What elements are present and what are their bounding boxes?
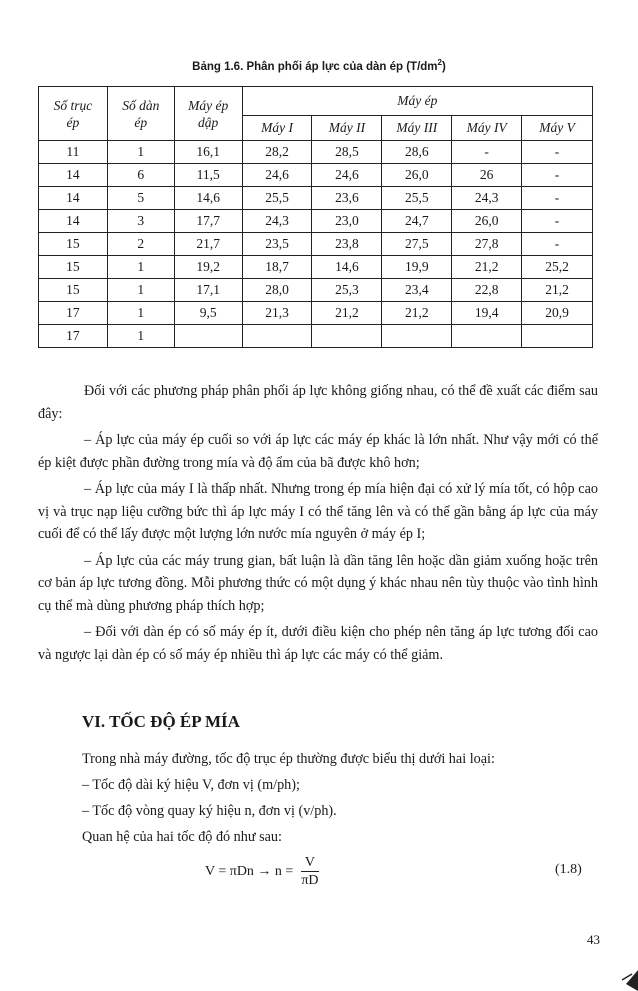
table-cell: 27,8 xyxy=(452,233,522,256)
table-cell: - xyxy=(452,141,522,164)
table-cell: 23,8 xyxy=(312,233,382,256)
table-cell: 21,2 xyxy=(382,302,452,325)
fraction-denominator: πD xyxy=(301,872,319,888)
paragraph: Đối với các phương pháp phân phối áp lực không giống nhau, có thể đề xuất các điểm sau đây: xyxy=(38,383,598,422)
header-may-3: Máy III xyxy=(382,116,452,141)
table-cell: 17 xyxy=(39,302,108,325)
table-cell: 24,3 xyxy=(452,187,522,210)
header-may-5: Máy V xyxy=(522,116,593,141)
formula-fraction xyxy=(297,855,322,890)
table-row xyxy=(39,325,593,348)
table-cell: 5 xyxy=(107,187,174,210)
section-text xyxy=(82,748,582,848)
table-cell: 14 xyxy=(39,164,108,187)
table-cell: 21,7 xyxy=(174,233,242,256)
section-line: Trong nhà máy đường, tốc độ trục ép thường được biểu thị dưới hai loại: xyxy=(82,751,495,767)
header-so-dan: Số dàn ép xyxy=(107,87,174,141)
paragraph: – Áp lực của máy ép cuối so với áp lực các máy ép khác là lớn nhất. Như vậy mới có thể ép kiệt được phần đường trong mía và độ ẩm của bã được khô hơn; xyxy=(38,432,598,471)
table-cell: 24,6 xyxy=(242,164,312,187)
table-cell: 16,1 xyxy=(174,141,242,164)
table-cell xyxy=(242,325,312,348)
table-cell: 15 xyxy=(39,279,108,302)
table-cell: 9,5 xyxy=(174,302,242,325)
table-cell: 23,0 xyxy=(312,210,382,233)
table-cell: 27,5 xyxy=(382,233,452,256)
pressure-table xyxy=(38,86,593,348)
table-cell: 28,6 xyxy=(382,141,452,164)
table-body xyxy=(39,141,593,348)
header-may-ep-group: Máy ép xyxy=(242,87,592,116)
paragraph: – Áp lực của máy I là thấp nhất. Nhưng trong ép mía hiện đại có xử lý mía tốt, có hộp cao vị và trục nạp liệu cưỡng bức thì áp lực máy I có thể tăng lên và có thể gần bằng áp lực của máy cuối để có thể lấy được một lượng lớn nước mía nguyên ở máy ép I; xyxy=(38,481,598,542)
paragraph: – Áp lực của các máy trung gian, bất luận là dần tăng lên hoặc dần giảm xuống hoặc trên cơ bản áp lực tương đồng. Mỗi phương thức có một dụng ý khác nhau nên tùy thuộc vào tình hình cụ thể mà dùng phương pháp thích hợp; xyxy=(38,552,598,614)
section-line: – Tốc độ vòng quay ký hiệu n, đơn vị (v/ph). xyxy=(82,803,337,819)
table-caption: Bảng 1.6. Phân phối áp lực của dàn ép $(T/dm^2)$ xyxy=(192,58,446,73)
table-cell: 14,6 xyxy=(312,256,382,279)
table-cell: 14 xyxy=(39,187,108,210)
table-cell: 23,6 xyxy=(312,187,382,210)
body-paragraphs xyxy=(38,380,598,670)
table-cell: 25,3 xyxy=(312,279,382,302)
table-row xyxy=(39,279,593,302)
table-cell xyxy=(522,325,593,348)
table-cell: 28,2 xyxy=(242,141,312,164)
table-cell: 23,4 xyxy=(382,279,452,302)
equation-number: (1.8) xyxy=(555,862,582,877)
table-cell: 26 xyxy=(452,164,522,187)
table-cell: 1 xyxy=(107,256,174,279)
table-cell: 1 xyxy=(107,302,174,325)
formula xyxy=(205,852,323,892)
table-cell: 25,5 xyxy=(382,187,452,210)
table-cell: - xyxy=(522,164,593,187)
table-row xyxy=(39,210,593,233)
table-cell: 23,5 xyxy=(242,233,312,256)
table-cell: 26,0 xyxy=(452,210,522,233)
table-cell: - xyxy=(522,210,593,233)
table-cell: 22,8 xyxy=(452,279,522,302)
table-cell xyxy=(452,325,522,348)
table-cell xyxy=(174,325,242,348)
header-may-4: Máy IV xyxy=(452,116,522,141)
table-cell: 20,9 xyxy=(522,302,593,325)
formula-lhs: V = πDn → n = xyxy=(205,864,294,879)
table-row xyxy=(39,187,593,210)
table-cell: 1 xyxy=(107,325,174,348)
table-cell: 6 xyxy=(107,164,174,187)
header-so-truc: Số trục ép xyxy=(39,87,108,141)
table-cell: 17 xyxy=(39,325,108,348)
table-cell: 14,6 xyxy=(174,187,242,210)
table-row xyxy=(39,233,593,256)
table-cell xyxy=(382,325,452,348)
header-may-2: Máy II xyxy=(312,116,382,141)
table-cell: - xyxy=(522,187,593,210)
table-row xyxy=(39,256,593,279)
table-cell: 18,7 xyxy=(242,256,312,279)
table-cell: 24,3 xyxy=(242,210,312,233)
table-row xyxy=(39,164,593,187)
table-cell: 25,2 xyxy=(522,256,593,279)
table-cell: 26,0 xyxy=(382,164,452,187)
table-cell: 11 xyxy=(39,141,108,164)
table-cell: 19,2 xyxy=(174,256,242,279)
table-cell: 15 xyxy=(39,233,108,256)
table-cell: 21,2 xyxy=(522,279,593,302)
table-cell: 15 xyxy=(39,256,108,279)
formula-row xyxy=(0,852,638,892)
table-cell: 21,3 xyxy=(242,302,312,325)
table-cell: 17,7 xyxy=(174,210,242,233)
table-row xyxy=(39,141,593,164)
table-cell: 21,2 xyxy=(312,302,382,325)
table-cell: 25,5 xyxy=(242,187,312,210)
header-may-dap: Máy ép dập xyxy=(174,87,242,141)
table-cell: 21,2 xyxy=(452,256,522,279)
fraction-numerator: V xyxy=(301,855,319,872)
table-cell: 17,1 xyxy=(174,279,242,302)
table-cell: 14 xyxy=(39,210,108,233)
table-cell: 19,9 xyxy=(382,256,452,279)
table-cell: 1 xyxy=(107,279,174,302)
table-cell: 3 xyxy=(107,210,174,233)
table-cell: - xyxy=(522,233,593,256)
table-cell xyxy=(312,325,382,348)
header-may-1: Máy I xyxy=(242,116,312,141)
table-cell: 24,6 xyxy=(312,164,382,187)
table-cell: - xyxy=(522,141,593,164)
paragraph: – Đối với dàn ép có số máy ép ít, dưới điều kiện cho phép nên tăng áp lực tương đối cao và ngược lại dàn ép có số máy ép nhiều thì áp lực các máy có thể giảm. xyxy=(38,624,598,663)
table-cell: 24,7 xyxy=(382,210,452,233)
table-cell: 28,5 xyxy=(312,141,382,164)
section-line: – Tốc độ dài ký hiệu V, đơn vị (m/ph); xyxy=(82,777,300,793)
table-cell: 1 xyxy=(107,141,174,164)
section-heading: VI. TỐC ĐỘ ÉP MÍA xyxy=(82,712,240,731)
table-row xyxy=(39,302,593,325)
table-cell: 11,5 xyxy=(174,164,242,187)
table-cell: 28,0 xyxy=(242,279,312,302)
page-number: 43 xyxy=(587,932,600,947)
table-cell: 2 xyxy=(107,233,174,256)
corner-mark-icon xyxy=(618,966,638,991)
table-cell: 19,4 xyxy=(452,302,522,325)
section-line: Quan hệ của hai tốc độ đó như sau: xyxy=(82,829,282,845)
